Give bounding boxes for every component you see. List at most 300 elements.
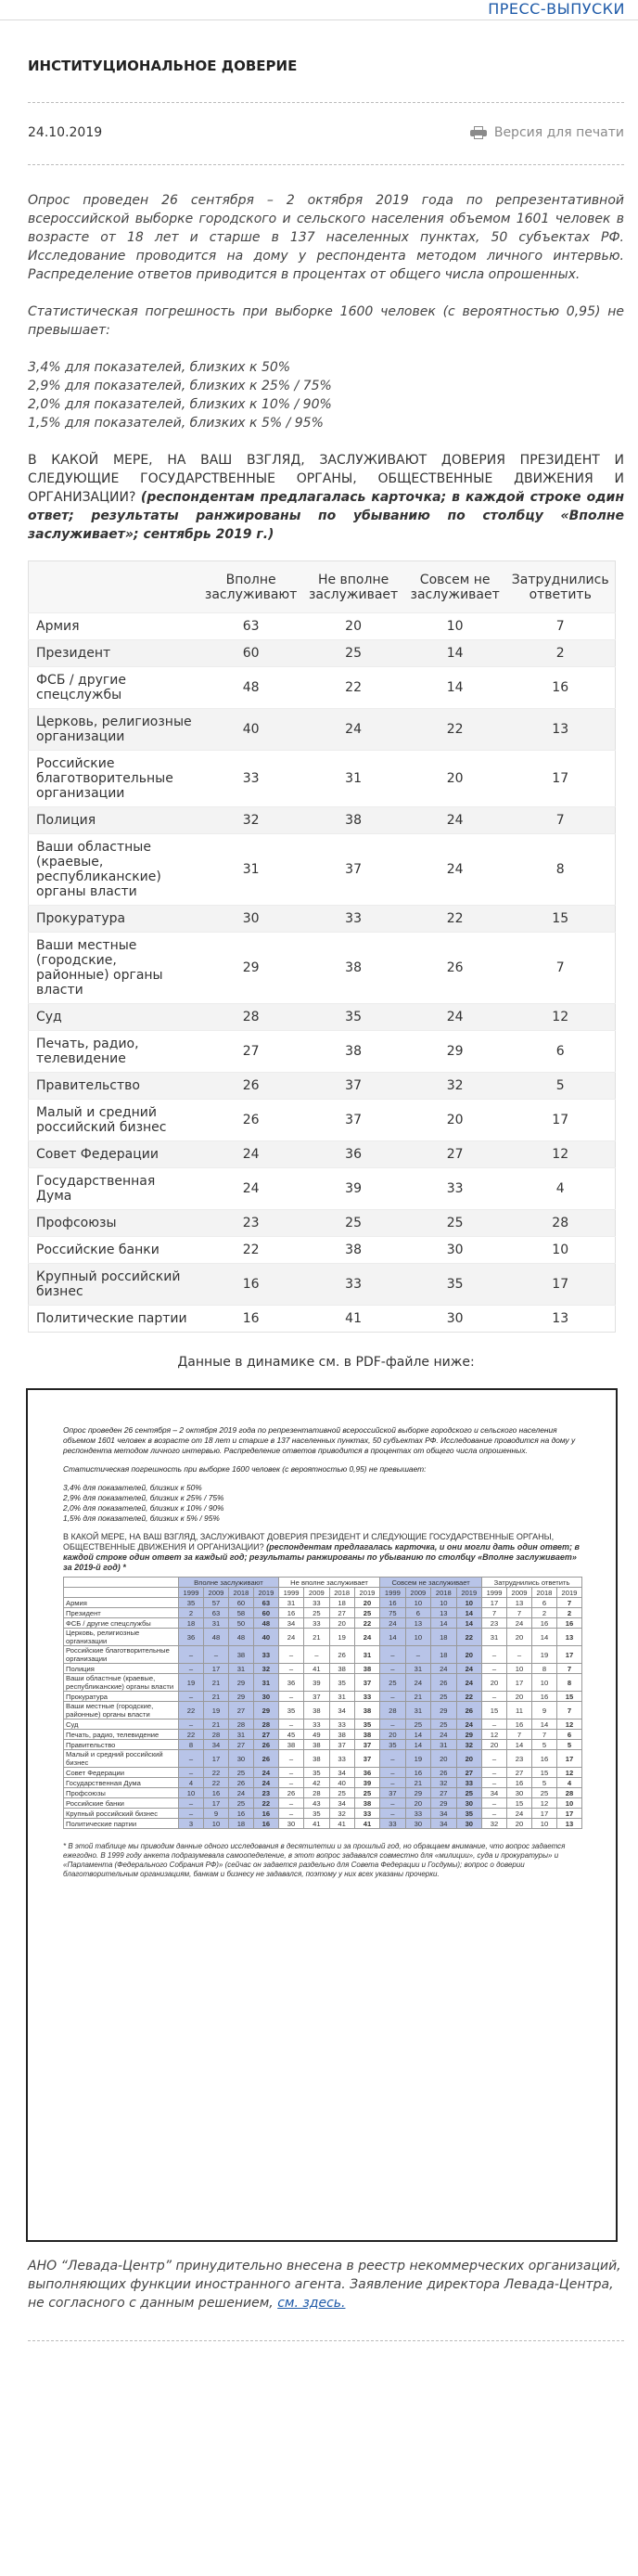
pdf-cell: 16 xyxy=(531,1692,556,1702)
error-line: 3,4% для показателей, близких к 50% xyxy=(28,360,291,375)
pdf-year: 2009 xyxy=(405,1588,430,1598)
pdf-cell: 7 xyxy=(482,1608,507,1618)
pdf-cell: 16 xyxy=(405,1768,430,1778)
pdf-cell: 37 xyxy=(329,1740,354,1750)
pdf-cell: 24 xyxy=(456,1674,482,1692)
pdf-cell: 12 xyxy=(556,1768,581,1778)
pdf-cell: 37 xyxy=(354,1740,379,1750)
pdf-cell: 11 xyxy=(507,1702,532,1719)
agent-notice-link[interactable]: см. здесь. xyxy=(277,2296,346,2311)
pdf-question xyxy=(63,1532,582,1573)
error-line: 1,5% для показателей, близких к 5% / 95% xyxy=(28,416,324,431)
pdf-viewer[interactable] xyxy=(26,1388,618,2242)
cell-value: 29 xyxy=(199,933,302,1004)
pdf-cell: 27 xyxy=(228,1740,253,1750)
pdf-cell: 50 xyxy=(228,1618,253,1629)
cell-value: 33 xyxy=(404,1168,506,1210)
pdf-table xyxy=(63,1577,582,1829)
cell-value: 26 xyxy=(199,1073,302,1100)
pdf-cell: 21 xyxy=(203,1719,228,1730)
article-intro xyxy=(28,165,624,432)
pdf-cell: 37 xyxy=(354,1674,379,1692)
pdf-cell: 16 xyxy=(531,1618,556,1629)
pdf-cell: 26 xyxy=(431,1674,456,1692)
table-header-empty xyxy=(29,561,199,613)
pdf-table-row xyxy=(64,1618,582,1629)
pdf-cell: – xyxy=(482,1798,507,1809)
cell-value: 37 xyxy=(302,834,404,906)
cell-value: 5 xyxy=(505,1073,615,1100)
table-row xyxy=(29,1210,616,1237)
cell-value: 25 xyxy=(302,1210,404,1237)
pdf-cell: 7 xyxy=(556,1598,581,1608)
table-row xyxy=(29,933,616,1004)
cell-value: 20 xyxy=(404,1100,506,1141)
pdf-cell: 13 xyxy=(556,1819,581,1829)
pdf-cell: 31 xyxy=(431,1740,456,1750)
pdf-row-label: Ваши областные (краевые, республиканские) органы власти xyxy=(64,1674,179,1692)
pdf-cell: 33 xyxy=(354,1692,379,1702)
pdf-year: 2018 xyxy=(228,1588,253,1598)
pdf-cell: 33 xyxy=(456,1778,482,1788)
trust-table xyxy=(28,560,616,1333)
pdf-cell: 16 xyxy=(253,1819,278,1829)
pdf-cell: 34 xyxy=(278,1618,303,1629)
pdf-cell: 24 xyxy=(253,1778,278,1788)
pdf-cell: 28 xyxy=(556,1788,581,1798)
cell-value: 31 xyxy=(199,834,302,906)
pdf-cell: 19 xyxy=(179,1674,204,1692)
pdf-cell: 17 xyxy=(203,1664,228,1674)
pdf-cell: 34 xyxy=(431,1809,456,1819)
pdf-cell: 16 xyxy=(507,1719,532,1730)
cell-value: 6 xyxy=(505,1031,615,1073)
cell-value: 29 xyxy=(404,1031,506,1073)
row-label: Крупный российский бизнес xyxy=(29,1264,199,1306)
article xyxy=(0,20,638,2341)
pdf-cell: 31 xyxy=(278,1598,303,1608)
pdf-cell: 12 xyxy=(531,1798,556,1809)
row-label: Малый и средний российский бизнес xyxy=(29,1100,199,1141)
pdf-table-row xyxy=(64,1809,582,1819)
row-label: Печать, радио, телевидение xyxy=(29,1031,199,1073)
pdf-year: 2019 xyxy=(253,1588,278,1598)
row-label: Суд xyxy=(29,1004,199,1031)
pdf-cell: 41 xyxy=(304,1819,329,1829)
pdf-cell: 29 xyxy=(253,1702,278,1719)
pdf-cell: 24 xyxy=(431,1664,456,1674)
pdf-year: 2018 xyxy=(531,1588,556,1598)
cell-value: 20 xyxy=(404,751,506,807)
pdf-cell: 22 xyxy=(456,1692,482,1702)
pdf-row-label: Российские благотворительные организации xyxy=(64,1646,179,1664)
pdf-cell: 35 xyxy=(304,1768,329,1778)
pdf-cell: 26 xyxy=(253,1750,278,1768)
pdf-cell: 33 xyxy=(405,1809,430,1819)
pdf-cell: 21 xyxy=(203,1674,228,1692)
pdf-row-label: Правительство xyxy=(64,1740,179,1750)
pdf-cell: 24 xyxy=(253,1768,278,1778)
pdf-cell: 7 xyxy=(556,1702,581,1719)
cell-value: 25 xyxy=(404,1210,506,1237)
pdf-cell: 13 xyxy=(405,1618,430,1629)
pdf-cell: 30 xyxy=(456,1798,482,1809)
pdf-cell: 28 xyxy=(304,1788,329,1798)
pdf-row-label: Профсоюзы xyxy=(64,1788,179,1798)
cell-value: 26 xyxy=(199,1100,302,1141)
pdf-cell: 22 xyxy=(203,1778,228,1788)
pdf-cell: – xyxy=(380,1778,405,1788)
pdf-cell: 22 xyxy=(456,1629,482,1646)
pdf-cell: – xyxy=(278,1750,303,1768)
pdf-table-row xyxy=(64,1730,582,1740)
pdf-group-row xyxy=(64,1578,582,1588)
pdf-cell: 28 xyxy=(380,1702,405,1719)
pdf-cell: 14 xyxy=(531,1629,556,1646)
pdf-cell: 25 xyxy=(228,1768,253,1778)
article-date: 24.10.2019 xyxy=(28,125,103,140)
printer-icon xyxy=(470,126,487,139)
pdf-cell: 35 xyxy=(329,1674,354,1692)
cell-value: 28 xyxy=(199,1004,302,1031)
pdf-cell: 22 xyxy=(179,1702,204,1719)
pdf-cell: 22 xyxy=(179,1730,204,1740)
pdf-cell: 14 xyxy=(531,1719,556,1730)
pdf-cell: 63 xyxy=(203,1608,228,1618)
print-version-link[interactable] xyxy=(470,125,624,140)
pdf-cell: 25 xyxy=(380,1674,405,1692)
section-link[interactable]: ПРЕСС-ВЫПУСКИ xyxy=(488,0,625,18)
cell-value: 14 xyxy=(404,667,506,709)
pdf-cell: 17 xyxy=(556,1750,581,1768)
table-row xyxy=(29,1004,616,1031)
pdf-cell: 20 xyxy=(482,1740,507,1750)
cell-value: 24 xyxy=(199,1168,302,1210)
pdf-year: 2009 xyxy=(507,1588,532,1598)
pdf-cell: 20 xyxy=(456,1750,482,1768)
pdf-cell: – xyxy=(507,1646,532,1664)
cell-value: 7 xyxy=(505,933,615,1004)
cell-value: 33 xyxy=(302,1264,404,1306)
top-bar xyxy=(0,0,638,20)
cell-value: 35 xyxy=(302,1004,404,1031)
row-label: Совет Федерации xyxy=(29,1141,199,1168)
pdf-year: 2009 xyxy=(304,1588,329,1598)
cell-value: 4 xyxy=(505,1168,615,1210)
agent-notice xyxy=(28,2242,624,2341)
pdf-year: 1999 xyxy=(278,1588,303,1598)
pdf-years-row xyxy=(64,1588,582,1598)
pdf-cell: 29 xyxy=(405,1788,430,1798)
pdf-cell: 38 xyxy=(304,1740,329,1750)
pdf-cell: 21 xyxy=(304,1629,329,1646)
pdf-table-row xyxy=(64,1598,582,1608)
pdf-cell: 25 xyxy=(431,1692,456,1702)
row-label: ФСБ / другие спецслужбы xyxy=(29,667,199,709)
agent-notice-text: АНО “Левада-Центр” принудительно внесена в реестр некоммерческих организаций, выполняющих функции иностранного агента. Заявление директора Левада-Центра, не согласного с данным решением, xyxy=(28,2259,621,2311)
pdf-cell: 27 xyxy=(507,1768,532,1778)
pdf-cell: – xyxy=(380,1692,405,1702)
question-text: В КАКОЙ МЕРЕ, НА ВАШ ВЗГЛЯД, ЗАСЛУЖИВАЮТ ДОВЕРИЯ ПРЕЗИДЕНТ И СЛЕДУЮЩИЕ ГОСУДАРСТВЕННЫЕ ОРГАНЫ, ОБЩЕСТВЕННЫЕ ДВИЖЕНИЯ И ОРГАНИЗАЦИИ? xyxy=(28,453,624,505)
pdf-cell: – xyxy=(179,1719,204,1730)
pdf-cell: 28 xyxy=(203,1730,228,1740)
row-label: Российские благотворительные организации xyxy=(29,751,199,807)
pdf-cell: 33 xyxy=(380,1819,405,1829)
pdf-cell: 34 xyxy=(329,1702,354,1719)
pdf-cell: – xyxy=(179,1646,204,1664)
pdf-cell: 9 xyxy=(203,1809,228,1819)
pdf-cell: 10 xyxy=(456,1598,482,1608)
pdf-cell: – xyxy=(380,1719,405,1730)
pdf-cell: 10 xyxy=(556,1798,581,1809)
pdf-cell: 10 xyxy=(405,1598,430,1608)
pdf-error-line: 2,0% для показателей, близких к 10% / 90% xyxy=(63,1503,224,1513)
pdf-cell: 26 xyxy=(431,1768,456,1778)
pdf-cell: 38 xyxy=(228,1646,253,1664)
cell-value: 22 xyxy=(302,667,404,709)
pdf-cell: 36 xyxy=(179,1629,204,1646)
pdf-cell: 22 xyxy=(203,1768,228,1778)
pdf-cell: 35 xyxy=(456,1809,482,1819)
pdf-cell: 16 xyxy=(203,1788,228,1798)
pdf-cell: 48 xyxy=(253,1618,278,1629)
pdf-cell: – xyxy=(278,1778,303,1788)
pdf-row-label: Государственная Дума xyxy=(64,1778,179,1788)
pdf-cell: 24 xyxy=(507,1618,532,1629)
cell-value: 2 xyxy=(505,640,615,667)
pdf-cell: 18 xyxy=(329,1598,354,1608)
pdf-cell: – xyxy=(482,1809,507,1819)
cell-value: 27 xyxy=(199,1031,302,1073)
pdf-table-row xyxy=(64,1608,582,1618)
pdf-cell: 27 xyxy=(431,1788,456,1798)
pdf-cell: – xyxy=(179,1692,204,1702)
cell-value: 22 xyxy=(404,906,506,933)
cell-value: 38 xyxy=(302,807,404,834)
cell-value: 22 xyxy=(404,709,506,751)
cell-value: 32 xyxy=(199,807,302,834)
pdf-table-row xyxy=(64,1768,582,1778)
table-header: Совсем не заслуживает xyxy=(404,561,506,613)
pdf-cell: 36 xyxy=(354,1768,379,1778)
pdf-cell: 12 xyxy=(482,1730,507,1740)
cell-value: 38 xyxy=(302,1031,404,1073)
pdf-error-line: 1,5% для показателей, близких к 5% / 95% xyxy=(63,1513,220,1523)
pdf-cell: 20 xyxy=(380,1730,405,1740)
cell-value: 7 xyxy=(505,613,615,640)
table-header: Затруднились ответить xyxy=(505,561,615,613)
pdf-cell: 10 xyxy=(531,1674,556,1692)
pdf-cell: 34 xyxy=(329,1768,354,1778)
cell-value: 24 xyxy=(199,1141,302,1168)
pdf-table-row xyxy=(64,1740,582,1750)
pdf-cell: 5 xyxy=(531,1740,556,1750)
pdf-cell: 37 xyxy=(354,1750,379,1768)
cell-value: 37 xyxy=(302,1100,404,1141)
pdf-cell: 14 xyxy=(405,1740,430,1750)
table-header-row xyxy=(29,561,616,613)
pdf-cell: 25 xyxy=(228,1798,253,1809)
pdf-cell: 42 xyxy=(304,1778,329,1788)
pdf-cell: – xyxy=(179,1809,204,1819)
pdf-cell: 24 xyxy=(278,1629,303,1646)
table-body xyxy=(29,613,616,1333)
pdf-cell: 14 xyxy=(405,1730,430,1740)
pdf-row-label: Совет Федерации xyxy=(64,1768,179,1778)
table-row xyxy=(29,1031,616,1073)
print-version-label: Версия для печати xyxy=(493,125,624,140)
pdf-cell: 75 xyxy=(380,1608,405,1618)
pdf-cell: 32 xyxy=(253,1664,278,1674)
pdf-year: 2019 xyxy=(556,1588,581,1598)
cell-value: 30 xyxy=(404,1306,506,1333)
cell-value: 37 xyxy=(302,1073,404,1100)
pdf-cell: 19 xyxy=(531,1646,556,1664)
pdf-question-text: В КАКОЙ МЕРЕ, НА ВАШ ВЗГЛЯД, ЗАСЛУЖИВАЮТ ДОВЕРИЯ ПРЕЗИДЕНТ И СЛЕДУЮЩИЕ ГОСУДАРСТВЕННЫЕ ОРГАНЫ, ОБЩЕСТВЕННЫЕ ДВИЖЕНИЯ И ОРГАНИЗАЦИИ? xyxy=(63,1532,555,1552)
row-label: Полиция xyxy=(29,807,199,834)
pdf-cell: 7 xyxy=(507,1608,532,1618)
cell-value: 26 xyxy=(404,933,506,1004)
pdf-cell: 26 xyxy=(228,1778,253,1788)
pdf-cell: – xyxy=(405,1646,430,1664)
pdf-cell: – xyxy=(380,1750,405,1768)
table-row xyxy=(29,1237,616,1264)
table-row xyxy=(29,1306,616,1333)
pdf-cell: 2 xyxy=(556,1608,581,1618)
pdf-cell: 6 xyxy=(531,1598,556,1608)
pdf-cell: 26 xyxy=(253,1740,278,1750)
pdf-cell: 25 xyxy=(405,1719,430,1730)
pdf-cell: 7 xyxy=(507,1730,532,1740)
pdf-cell: 20 xyxy=(456,1646,482,1664)
cell-value: 60 xyxy=(199,640,302,667)
pdf-cell: 30 xyxy=(253,1692,278,1702)
cell-value: 22 xyxy=(199,1237,302,1264)
pdf-cell: – xyxy=(380,1798,405,1809)
cell-value: 15 xyxy=(505,906,615,933)
pdf-cell: 33 xyxy=(354,1809,379,1819)
pdf-cell: 5 xyxy=(556,1740,581,1750)
pdf-cell: – xyxy=(278,1719,303,1730)
row-label: Ваши местные (городские, районные) органы власти xyxy=(29,933,199,1004)
pdf-cell: 14 xyxy=(456,1608,482,1618)
pdf-cell: 32 xyxy=(431,1778,456,1788)
pdf-cell: 60 xyxy=(228,1598,253,1608)
pdf-cell: 31 xyxy=(405,1664,430,1674)
cell-value: 35 xyxy=(404,1264,506,1306)
pdf-cell: 23 xyxy=(507,1750,532,1768)
pdf-cell: 12 xyxy=(556,1719,581,1730)
pdf-cell: 2 xyxy=(531,1608,556,1618)
pdf-cell: 16 xyxy=(278,1608,303,1618)
pdf-cell: 38 xyxy=(354,1702,379,1719)
cell-value: 40 xyxy=(199,709,302,751)
pdf-cell: 27 xyxy=(253,1730,278,1740)
pdf-group-header: Затруднились ответить xyxy=(482,1578,582,1588)
pdf-cell: 38 xyxy=(329,1664,354,1674)
pdf-group-header: Вполне заслуживают xyxy=(179,1578,279,1588)
pdf-table-row xyxy=(64,1664,582,1674)
error-line: 2,9% для показателей, близких к 25% / 75% xyxy=(28,379,332,393)
survey-question xyxy=(28,451,624,544)
pdf-cell: 10 xyxy=(507,1664,532,1674)
pdf-cell: – xyxy=(380,1664,405,1674)
pdf-table-row xyxy=(64,1702,582,1719)
pdf-cell: 34 xyxy=(203,1740,228,1750)
cell-value: 24 xyxy=(404,1004,506,1031)
pdf-year: 2018 xyxy=(329,1588,354,1598)
pdf-cell: 6 xyxy=(556,1730,581,1740)
cell-value: 17 xyxy=(505,751,615,807)
pdf-cell: 8 xyxy=(179,1740,204,1750)
pdf-cell: 18 xyxy=(431,1629,456,1646)
error-line: 2,0% для показателей, близких к 10% / 90% xyxy=(28,397,332,412)
pdf-cell: 32 xyxy=(456,1740,482,1750)
pdf-row-label: Политические партии xyxy=(64,1819,179,1829)
pdf-cell: 10 xyxy=(405,1629,430,1646)
pdf-cell: 31 xyxy=(253,1674,278,1692)
cell-value: 7 xyxy=(505,807,615,834)
pdf-cell: – xyxy=(278,1809,303,1819)
pdf-cell: 37 xyxy=(380,1788,405,1798)
pdf-cell: 20 xyxy=(329,1618,354,1629)
pdf-cell: 24 xyxy=(405,1674,430,1692)
pdf-cell: 31 xyxy=(203,1618,228,1629)
pdf-cell: 33 xyxy=(304,1598,329,1608)
pdf-cell: 19 xyxy=(405,1750,430,1768)
pdf-cell: 14 xyxy=(507,1740,532,1750)
table-header: Вполне заслуживают xyxy=(199,561,302,613)
pdf-cell: 41 xyxy=(304,1664,329,1674)
pdf-cell: 60 xyxy=(253,1608,278,1618)
pdf-cell: – xyxy=(482,1750,507,1768)
pdf-cell: 26 xyxy=(329,1646,354,1664)
pdf-cell: 20 xyxy=(507,1692,532,1702)
pdf-row-label: Печать, радио, телевидение xyxy=(64,1730,179,1740)
pdf-cell: 27 xyxy=(228,1702,253,1719)
pdf-row-label: Ваши местные (городские, районные) органы власти xyxy=(64,1702,179,1719)
pdf-cell: – xyxy=(304,1646,329,1664)
pdf-cell: 29 xyxy=(431,1702,456,1719)
cell-value: 10 xyxy=(404,613,506,640)
pdf-table-row xyxy=(64,1629,582,1646)
pdf-cell: 45 xyxy=(278,1730,303,1740)
pdf-cell: 23 xyxy=(482,1618,507,1629)
pdf-cell: – xyxy=(482,1692,507,1702)
pdf-cell: – xyxy=(179,1664,204,1674)
error-note: Статистическая погрешность при выборке 1600 человек (с вероятностью 0,95) не превышает: xyxy=(28,304,624,338)
pdf-cell: 24 xyxy=(456,1664,482,1674)
pdf-cell: 7 xyxy=(556,1664,581,1674)
pdf-cell: 34 xyxy=(482,1788,507,1798)
cell-value: 28 xyxy=(505,1210,615,1237)
cell-value: 16 xyxy=(199,1264,302,1306)
table-row xyxy=(29,1073,616,1100)
pdf-cell: – xyxy=(179,1750,204,1768)
pdf-cell: 14 xyxy=(431,1618,456,1629)
pdf-row-label: Полиция xyxy=(64,1664,179,1674)
table-row xyxy=(29,613,616,640)
pdf-cell: 16 xyxy=(380,1598,405,1608)
pdf-cell: 20 xyxy=(482,1674,507,1692)
pdf-cell: 34 xyxy=(329,1798,354,1809)
cell-value: 41 xyxy=(302,1306,404,1333)
pdf-row-label: Суд xyxy=(64,1719,179,1730)
cell-value: 16 xyxy=(505,667,615,709)
pdf-table-row xyxy=(64,1674,582,1692)
pdf-intro: Опрос проведен 26 сентября – 2 октября 2019 года по репрезентативной всероссийской выборке городского и сельского населения объемом 1601 человек в возрасте от 18 лет и старше в 137 населенных пунктах, 50 субъектах РФ. Исследование проводится на дому у респондента методом личного интервью. Распределение ответов приводится в процентах от общего числа опрошенных. xyxy=(63,1425,576,1455)
pdf-cell: 38 xyxy=(304,1750,329,1768)
